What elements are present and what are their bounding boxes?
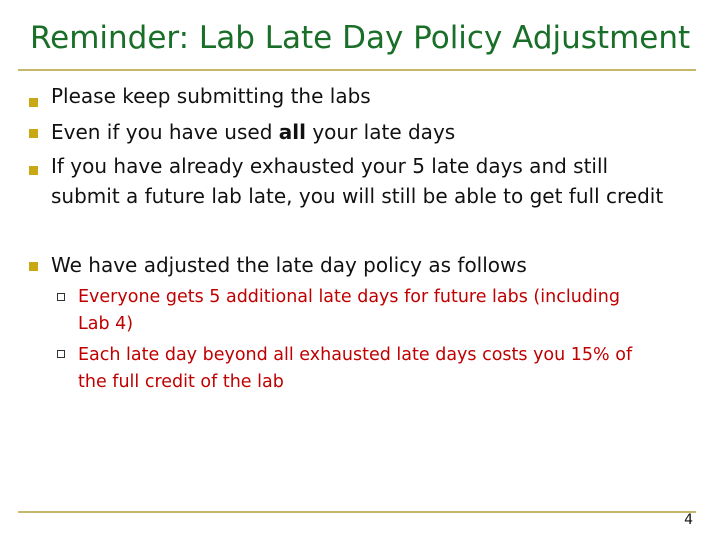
- page-number: 4: [684, 512, 693, 528]
- footer-divider: [18, 511, 696, 513]
- bullet-square-icon: [29, 262, 38, 271]
- bullet-square-icon: [29, 129, 38, 138]
- title-divider: [18, 69, 696, 71]
- bullet-text-2-start: Even if you have used: [51, 120, 279, 144]
- sub-bullet-text-1-line-1: Everyone gets 5 additional late days for future labs (including: [78, 287, 620, 307]
- bullet-text-3-line-2: submit a future lab late, you will still be able to get full credit: [51, 184, 664, 208]
- slide-title: Reminder: Lab Late Day Policy Adjustment: [30, 20, 691, 56]
- bullet-square-icon: [29, 166, 38, 175]
- sub-bullet-text-2-line-1: Each late day beyond all exhausted late days costs you 15% of: [78, 345, 633, 365]
- bullet-text-2-emphasis: all: [278, 120, 306, 144]
- sub-bullet-text-1-line-2: Lab 4): [78, 314, 134, 334]
- bullet-text-2-end: your late days: [305, 120, 456, 144]
- sub-bullet-text-2-line-2: the full credit of the lab: [78, 372, 284, 392]
- bullet-text-1: Please keep submitting the labs: [51, 84, 371, 108]
- sub-bullet-hollow-square-icon: [57, 350, 65, 358]
- bullet-text-4: We have adjusted the late day policy as follows: [51, 253, 527, 277]
- sub-bullet-hollow-square-icon: [57, 293, 65, 301]
- bullet-text-2: [51, 118, 455, 146]
- bullet-text-3-line-1: If you have already exhausted your 5 late days and still: [51, 154, 609, 178]
- bullet-square-icon: [29, 98, 38, 107]
